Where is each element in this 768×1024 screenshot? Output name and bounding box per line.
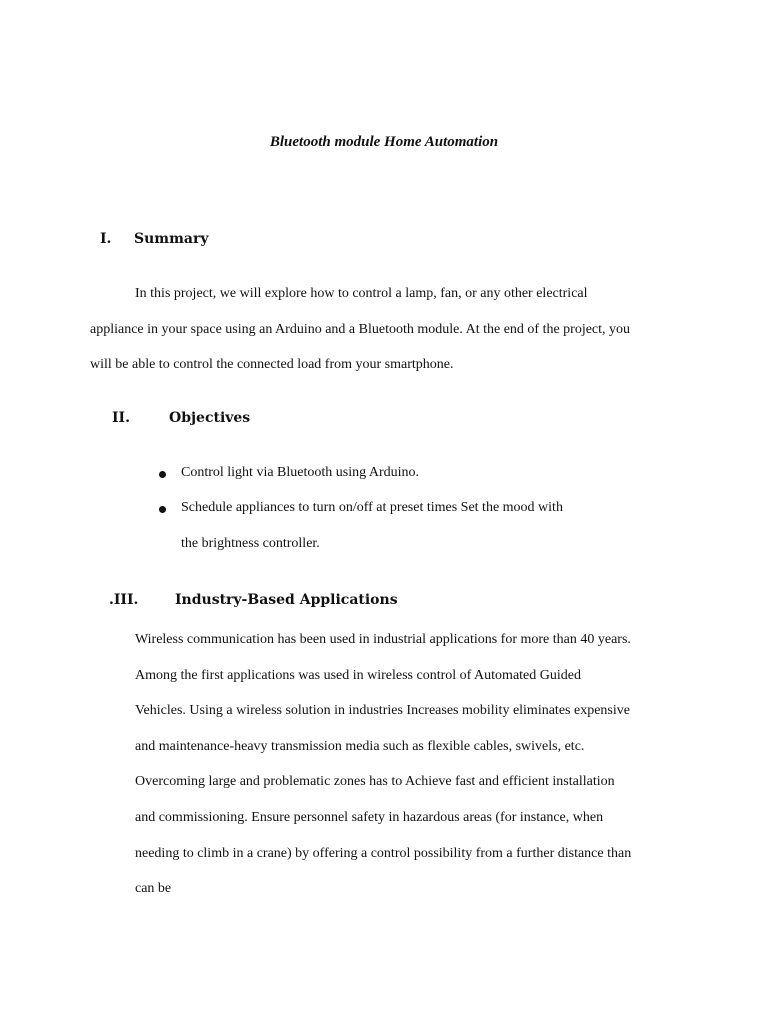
section-number: II. (112, 410, 130, 426)
list-item-text: the brightness controller. (181, 536, 320, 551)
summary-paragraph (90, 276, 630, 383)
list-item-continuation (181, 536, 563, 552)
list-item (181, 465, 563, 500)
industry-paragraph (135, 622, 631, 907)
paragraph-line: Vehicles. Using a wireless solution in industries Increases mobility eliminates expensive (135, 703, 630, 719)
list-item-text: Schedule appliances to turn on/off at preset times Set the mood with (181, 500, 563, 515)
list-item (181, 500, 563, 536)
paragraph-line: Overcoming large and problematic zones has to Achieve fast and efficient installation (135, 774, 615, 790)
bullet-icon (159, 506, 166, 513)
paragraph-line: and maintenance-heavy transmission media such as flexible cables, swivels, etc. (135, 738, 585, 754)
paragraph-line: Among the first applications was used in wireless control of Automated Guided (135, 667, 581, 683)
section-title: Summary (134, 231, 209, 247)
section-title: Industry-Based Applications (175, 592, 398, 608)
document-title: Bluetooth module Home Automation (269, 134, 499, 150)
objectives-list (181, 465, 563, 552)
section-number: .III. (109, 592, 139, 608)
paragraph-line: In this project, we will explore how to control a lamp, fan, or any other electrical (135, 286, 588, 301)
section-title: Objectives (169, 410, 251, 426)
bullet-icon (159, 471, 166, 478)
section-number: I. (100, 231, 112, 247)
paragraph-line: Wireless communication has been used in industrial applications for more than 40 years. (135, 632, 631, 647)
paragraph-line: needing to climb in a crane) by offering a control possibility from a further distance than (135, 845, 632, 861)
paragraph-line: appliance in your space using an Arduino and a Bluetooth module. At the end of the project, you (90, 321, 631, 337)
paragraph-line: will be able to control the connected load from your smartphone. (90, 357, 454, 373)
paragraph-line: and commissioning. Ensure personnel safety in hazardous areas (for instance, when (135, 809, 604, 825)
list-item-text: Control light via Bluetooth using Arduino. (181, 465, 419, 480)
paragraph-line: can be (135, 881, 172, 897)
